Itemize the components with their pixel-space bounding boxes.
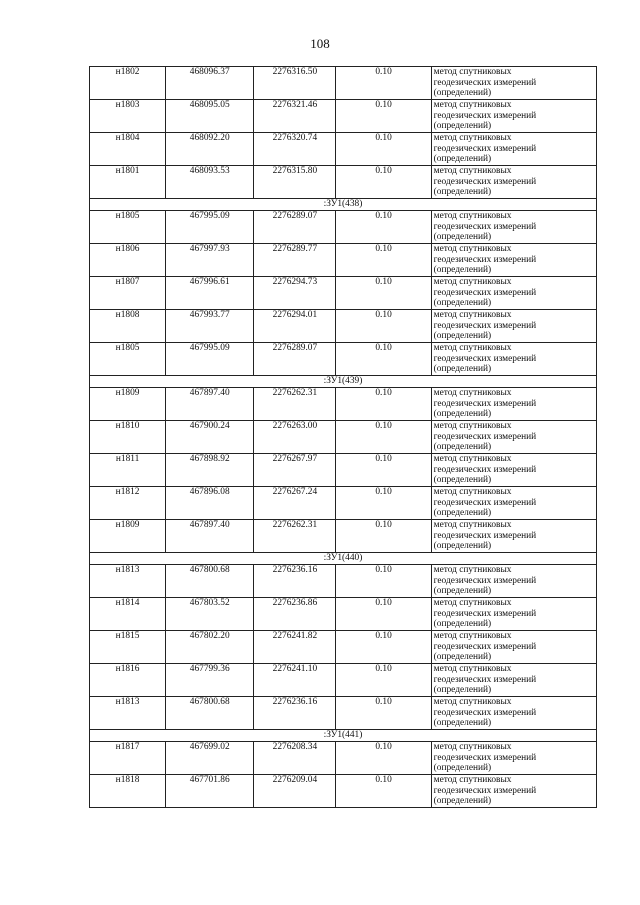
method-text-line: метод спутниковых [433,100,512,110]
method-text-line: (определений) [433,232,492,243]
y-coordinate-cell: 2276241.10 [254,664,336,697]
x-coordinate-cell: 468092.20 [166,133,254,166]
point-name-cell: н1815 [90,631,166,664]
method-cell [431,742,596,775]
method-text-line: (определений) [433,586,492,597]
point-name-cell: н1810 [90,421,166,454]
y-coordinate-cell: 2276236.86 [254,598,336,631]
x-coordinate-cell: 467799.36 [166,664,254,697]
point-name-cell: н1816 [90,664,166,697]
method-text-line: геодезических измерений [433,707,537,718]
method-text-line: метод спутниковых [433,277,512,287]
accuracy-cell: 0.10 [336,742,431,775]
method-text-line: метод спутниковых [433,310,512,320]
method-text-line: геодезических измерений [433,674,537,685]
method-text-line: (определений) [433,298,492,309]
method-cell [431,598,596,631]
point-name-cell: н1809 [90,388,166,421]
method-text-line: (определений) [433,88,492,99]
y-coordinate-cell: 2276321.46 [254,100,336,133]
method-cell [431,565,596,598]
point-name-cell: н1804 [90,133,166,166]
method-text-line: геодезических измерений [433,254,537,265]
point-name-cell: н1807 [90,277,166,310]
x-coordinate-cell: 467802.20 [166,631,254,664]
accuracy-cell: 0.10 [336,520,431,553]
x-coordinate-cell: 467897.40 [166,520,254,553]
accuracy-cell: 0.10 [336,487,431,520]
accuracy-cell: 0.10 [336,211,431,244]
y-coordinate-cell: 2276267.97 [254,454,336,487]
table-row [90,565,597,598]
method-text-line: геодезических измерений [433,176,537,187]
method-cell [431,454,596,487]
point-name-cell: н1817 [90,742,166,775]
method-text-line: геодезических измерений [433,608,537,619]
method-text-line: (определений) [433,187,492,198]
method-text-line: геодезических измерений [433,785,537,796]
y-coordinate-cell: 2276294.73 [254,277,336,310]
method-text-line: метод спутниковых [433,133,512,143]
method-cell [431,211,596,244]
accuracy-cell: 0.10 [336,565,431,598]
method-text-line: (определений) [433,409,492,420]
point-name-cell: н1805 [90,211,166,244]
method-cell [431,664,596,697]
table-row [90,487,597,520]
method-text-line: метод спутниковых [433,67,512,77]
point-name-cell: н1809 [90,520,166,553]
y-coordinate-cell: 2276241.82 [254,631,336,664]
parcel-group-row [90,730,597,742]
method-text-line: метод спутниковых [433,598,512,608]
accuracy-cell: 0.10 [336,598,431,631]
method-text-line: геодезических измерений [433,431,537,442]
y-coordinate-cell: 2276262.31 [254,388,336,421]
table-row [90,166,597,199]
method-cell [431,631,596,664]
y-coordinate-cell: 2276289.77 [254,244,336,277]
method-text-line: геодезических измерений [433,497,537,508]
point-name-cell: н1805 [90,343,166,376]
method-cell [431,100,596,133]
x-coordinate-cell: 467699.02 [166,742,254,775]
method-cell [431,277,596,310]
method-text-line: метод спутниковых [433,520,512,530]
method-text-line: метод спутниковых [433,697,512,707]
method-text-line: (определений) [433,619,492,630]
accuracy-cell: 0.10 [336,166,431,199]
method-text-line: метод спутниковых [433,454,512,464]
x-coordinate-cell: 468093.53 [166,166,254,199]
accuracy-cell: 0.10 [336,454,431,487]
method-text-line: геодезических измерений [433,287,537,298]
method-text-line: метод спутниковых [433,343,512,353]
method-text-line: (определений) [433,154,492,165]
method-text-line: метод спутниковых [433,664,512,674]
table-row [90,742,597,775]
method-text-line: метод спутниковых [433,775,512,785]
accuracy-cell: 0.10 [336,310,431,343]
method-text-line: метод спутниковых [433,388,512,398]
x-coordinate-cell: 467993.77 [166,310,254,343]
point-name-cell: н1813 [90,697,166,730]
x-coordinate-cell: 467898.92 [166,454,254,487]
x-coordinate-cell: 467800.68 [166,565,254,598]
y-coordinate-cell: 2276262.31 [254,520,336,553]
parcel-group-label: :ЗУ1(440) [90,553,597,565]
method-cell [431,133,596,166]
accuracy-cell: 0.10 [336,100,431,133]
table-row [90,631,597,664]
point-name-cell: н1811 [90,454,166,487]
accuracy-cell: 0.10 [336,697,431,730]
method-text-line: метод спутниковых [433,565,512,575]
point-name-cell: н1808 [90,310,166,343]
method-text-line: (определений) [433,718,492,729]
y-coordinate-cell: 2276316.50 [254,67,336,100]
method-text-line: метод спутниковых [433,742,512,752]
table-row [90,343,597,376]
point-name-cell: н1812 [90,487,166,520]
parcel-group-row [90,553,597,565]
method-cell [431,244,596,277]
y-coordinate-cell: 2276289.07 [254,343,336,376]
method-text-line: метод спутниковых [433,244,512,254]
method-cell [431,67,596,100]
table-row [90,277,597,310]
x-coordinate-cell: 467897.40 [166,388,254,421]
y-coordinate-cell: 2276236.16 [254,697,336,730]
method-text-line: метод спутниковых [433,631,512,641]
point-name-cell: н1806 [90,244,166,277]
x-coordinate-cell: 467900.24 [166,421,254,454]
page-number: 108 [310,36,330,51]
table-row [90,310,597,343]
parcel-group-label: :ЗУ1(441) [90,730,597,742]
table-row [90,211,597,244]
table-row [90,244,597,277]
method-text-line: геодезических измерений [433,77,537,88]
method-cell [431,487,596,520]
table-row [90,454,597,487]
point-name-cell: н1803 [90,100,166,133]
method-text-line: (определений) [433,475,492,486]
x-coordinate-cell: 467896.08 [166,487,254,520]
method-text-line: метод спутниковых [433,166,512,176]
method-cell [431,697,596,730]
method-text-line: геодезических измерений [433,320,537,331]
x-coordinate-cell: 467701.86 [166,775,254,808]
method-text-line: метод спутниковых [433,421,512,431]
method-cell [431,310,596,343]
accuracy-cell: 0.10 [336,133,431,166]
method-text-line: геодезических измерений [433,143,537,154]
method-text-line: (определений) [433,508,492,519]
method-text-line: (определений) [433,796,492,807]
table-row [90,388,597,421]
accuracy-cell: 0.10 [336,67,431,100]
x-coordinate-cell: 467995.09 [166,211,254,244]
coordinates-table [89,66,597,808]
method-text-line: геодезических измерений [433,353,537,364]
table-row [90,598,597,631]
y-coordinate-cell: 2276320.74 [254,133,336,166]
point-name-cell: н1801 [90,166,166,199]
method-text-line: (определений) [433,265,492,276]
point-name-cell: н1818 [90,775,166,808]
method-text-line: геодезических измерений [433,398,537,409]
point-name-cell: н1813 [90,565,166,598]
method-text-line: геодезических измерений [433,221,537,232]
method-cell [431,421,596,454]
method-cell [431,166,596,199]
parcel-group-row [90,199,597,211]
y-coordinate-cell: 2276315.80 [254,166,336,199]
table-row [90,520,597,553]
method-cell [431,775,596,808]
table-row [90,775,597,808]
accuracy-cell: 0.10 [336,244,431,277]
coordinates-table-body [90,67,597,808]
method-text-line: (определений) [433,541,492,552]
x-coordinate-cell: 467803.52 [166,598,254,631]
parcel-group-label: :ЗУ1(439) [90,376,597,388]
table-row [90,67,597,100]
accuracy-cell: 0.10 [336,277,431,310]
y-coordinate-cell: 2276236.16 [254,565,336,598]
accuracy-cell: 0.10 [336,631,431,664]
table-row [90,100,597,133]
method-text-line: метод спутниковых [433,487,512,497]
table-row [90,133,597,166]
method-text-line: геодезических измерений [433,575,537,586]
x-coordinate-cell: 467800.68 [166,697,254,730]
method-text-line: (определений) [433,364,492,375]
point-name-cell: н1802 [90,67,166,100]
method-text-line: геодезических измерений [433,530,537,541]
method-text-line: (определений) [433,763,492,774]
y-coordinate-cell: 2276208.34 [254,742,336,775]
accuracy-cell: 0.10 [336,388,431,421]
method-text-line: метод спутниковых [433,211,512,221]
x-coordinate-cell: 467997.93 [166,244,254,277]
parcel-group-label: :ЗУ1(438) [90,199,597,211]
table-row [90,664,597,697]
accuracy-cell: 0.10 [336,775,431,808]
point-name-cell: н1814 [90,598,166,631]
method-text-line: (определений) [433,685,492,696]
method-text-line: (определений) [433,442,492,453]
y-coordinate-cell: 2276263.00 [254,421,336,454]
method-text-line: геодезических измерений [433,464,537,475]
method-text-line: геодезических измерений [433,641,537,652]
method-cell [431,388,596,421]
method-text-line: (определений) [433,121,492,132]
accuracy-cell: 0.10 [336,343,431,376]
y-coordinate-cell: 2276289.07 [254,211,336,244]
method-cell [431,520,596,553]
table-row [90,697,597,730]
method-cell [431,343,596,376]
x-coordinate-cell: 468096.37 [166,67,254,100]
method-text-line: геодезических измерений [433,752,537,763]
x-coordinate-cell: 467996.61 [166,277,254,310]
method-text-line: (определений) [433,652,492,663]
method-text-line: (определений) [433,331,492,342]
y-coordinate-cell: 2276267.24 [254,487,336,520]
method-text-line: геодезических измерений [433,110,537,121]
y-coordinate-cell: 2276294.01 [254,310,336,343]
x-coordinate-cell: 468095.05 [166,100,254,133]
accuracy-cell: 0.10 [336,421,431,454]
table-row [90,421,597,454]
accuracy-cell: 0.10 [336,664,431,697]
y-coordinate-cell: 2276209.04 [254,775,336,808]
parcel-group-row [90,376,597,388]
x-coordinate-cell: 467995.09 [166,343,254,376]
